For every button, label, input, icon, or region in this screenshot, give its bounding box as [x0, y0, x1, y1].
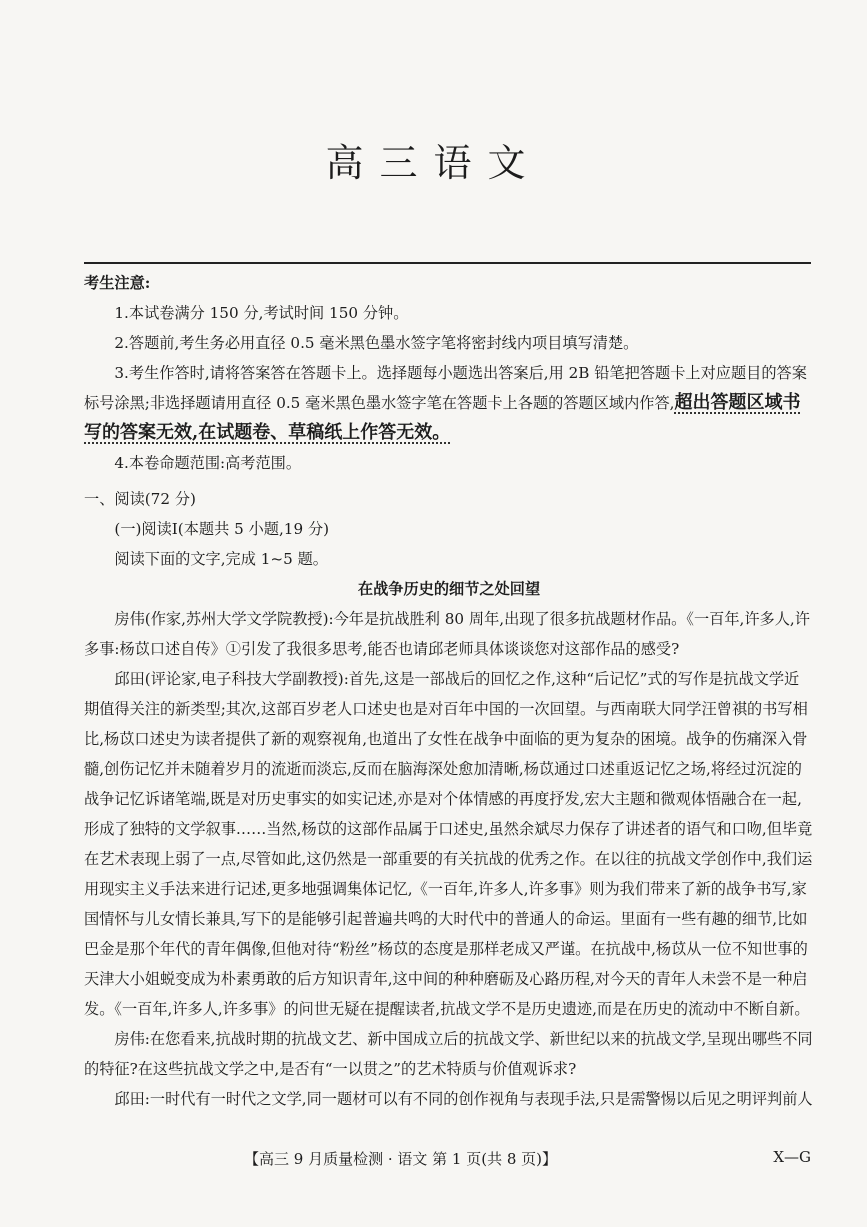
notice-item-1: 1.本试卷满分 150 分,考试时间 150 分钟。: [114, 304, 409, 322]
notice-item-4: 4.本卷命题范围:高考范围。: [114, 454, 302, 472]
reading-section: [84, 484, 814, 1114]
article-paragraph: 房伟:在您看来,抗战时期的抗战文艺、新中国成立后的抗战文学、新世纪以来的抗战文学,呈现出哪些不同的特征?在这些抗战文学之中,是否有“一以贯之”的艺术特质与价值观诉求?: [84, 1030, 813, 1078]
notice-item-3: [84, 358, 814, 448]
section-subheading: (一)阅读Ⅰ(本题共 5 小题,19 分): [114, 520, 330, 538]
footer-page-info: 【高三 9 月质量检测 · 语文 第 1 页(共 8 页)】: [244, 1150, 558, 1168]
notice-heading: 考生注意:: [84, 274, 151, 292]
notice-item-3-text: 3.考生作答时,请将答案答在答题卡上。选择题每小题选出答案后,用 2B 铅笔把答题卡上对应题目的答案标号涂黑;非选择题请用直径 0.5 毫米黑色墨水签字笔在答题卡上各题的答题区域内作答,: [84, 364, 807, 412]
page-title: 高三语文: [325, 141, 542, 185]
section-heading: 一、阅读(72 分): [84, 490, 196, 508]
notice-item-2: 2.答题前,考生务必用直径 0.5 毫米黑色墨水签字笔将密封线内项目填写清楚。: [114, 334, 639, 352]
notice-item-3-emphasis: 超出答题区域书写的答案无效,在试题卷、草稿纸上作答无效。: [84, 392, 801, 443]
notice-section: [84, 268, 814, 478]
article-paragraph: 房伟(作家,苏州大学文学院教授):今年是抗战胜利 80 周年,出现了很多抗战题材作品。《一百年,许多人,许多事:杨苡口述自传》①引发了我很多思考,能否也请邱老师具体谈谈您对这部作品的感受?: [84, 610, 810, 658]
section-instruction: 阅读下面的文字,完成 1~5 题。: [114, 550, 328, 568]
header-divider: [84, 262, 811, 264]
article-paragraph: 邱田(评论家,电子科技大学副教授):首先,这是一部战后的回忆之作,这种“后记忆”式的写作是抗战文学近期值得关注的新类型;其次,这部百岁老人口述史也是对百年中国的一次回望。与西南联大同学汪曾祺的书写相比,杨苡口述史为读者提供了新的观察视角,也道出了女性在战争中面临的更为复杂的困境。战争的伤痛深入骨髓,创伤记忆并未随着岁月的流逝而淡忘,反而在脑海深处愈加清晰,杨苡通过口述重返记忆之场,将经过沉淀的战争记忆诉诸笔端,既是对历史事实的如实记述,亦是对个体情感的再度抒发,宏大主题和微观体悟融合在一起,形成了独特的文学叙事……当然,杨苡的这部作品属于口述史,虽然余斌尽力保存了讲述者的语气和口吻,但毕竟在艺术表现上弱了一点,尽管如此,这仍然是一部重要的有关抗战的优秀之作。在以往的抗战文学创作中,我们运用现实主义手法来进行记述,更多地强调集体记忆,《一百年,许多人,许多事》则为我们带来了新的战争书写,家国情怀与儿女情长兼具,写下的是能够引起普遍共鸣的大时代中的普通人的命运。里面有一些有趣的细节,比如巴金是那个年代的青年偶像,但他对待“粉丝”杨苡的态度是那样老成又严谨。在抗战中,杨苡从一位不知世事的天津大小姐蜕变成为朴素勇敢的后方知识青年,这中间的种种磨砺及心路历程,对今天的青年人未尝不是一种启发。《一百年,许多人,许多事》的问世无疑在提醒读者,抗战文学不是历史遗迹,而是在历史的流动中不断自新。: [84, 670, 813, 1018]
article-title: 在战争历史的细节之处回望: [357, 580, 541, 598]
article-paragraph: 邱田:一时代有一时代之文学,同一题材可以有不同的创作视角与表现手法,只是需警惕以后见之明评判前人: [114, 1090, 813, 1108]
footer-code: X—G: [773, 1148, 811, 1166]
